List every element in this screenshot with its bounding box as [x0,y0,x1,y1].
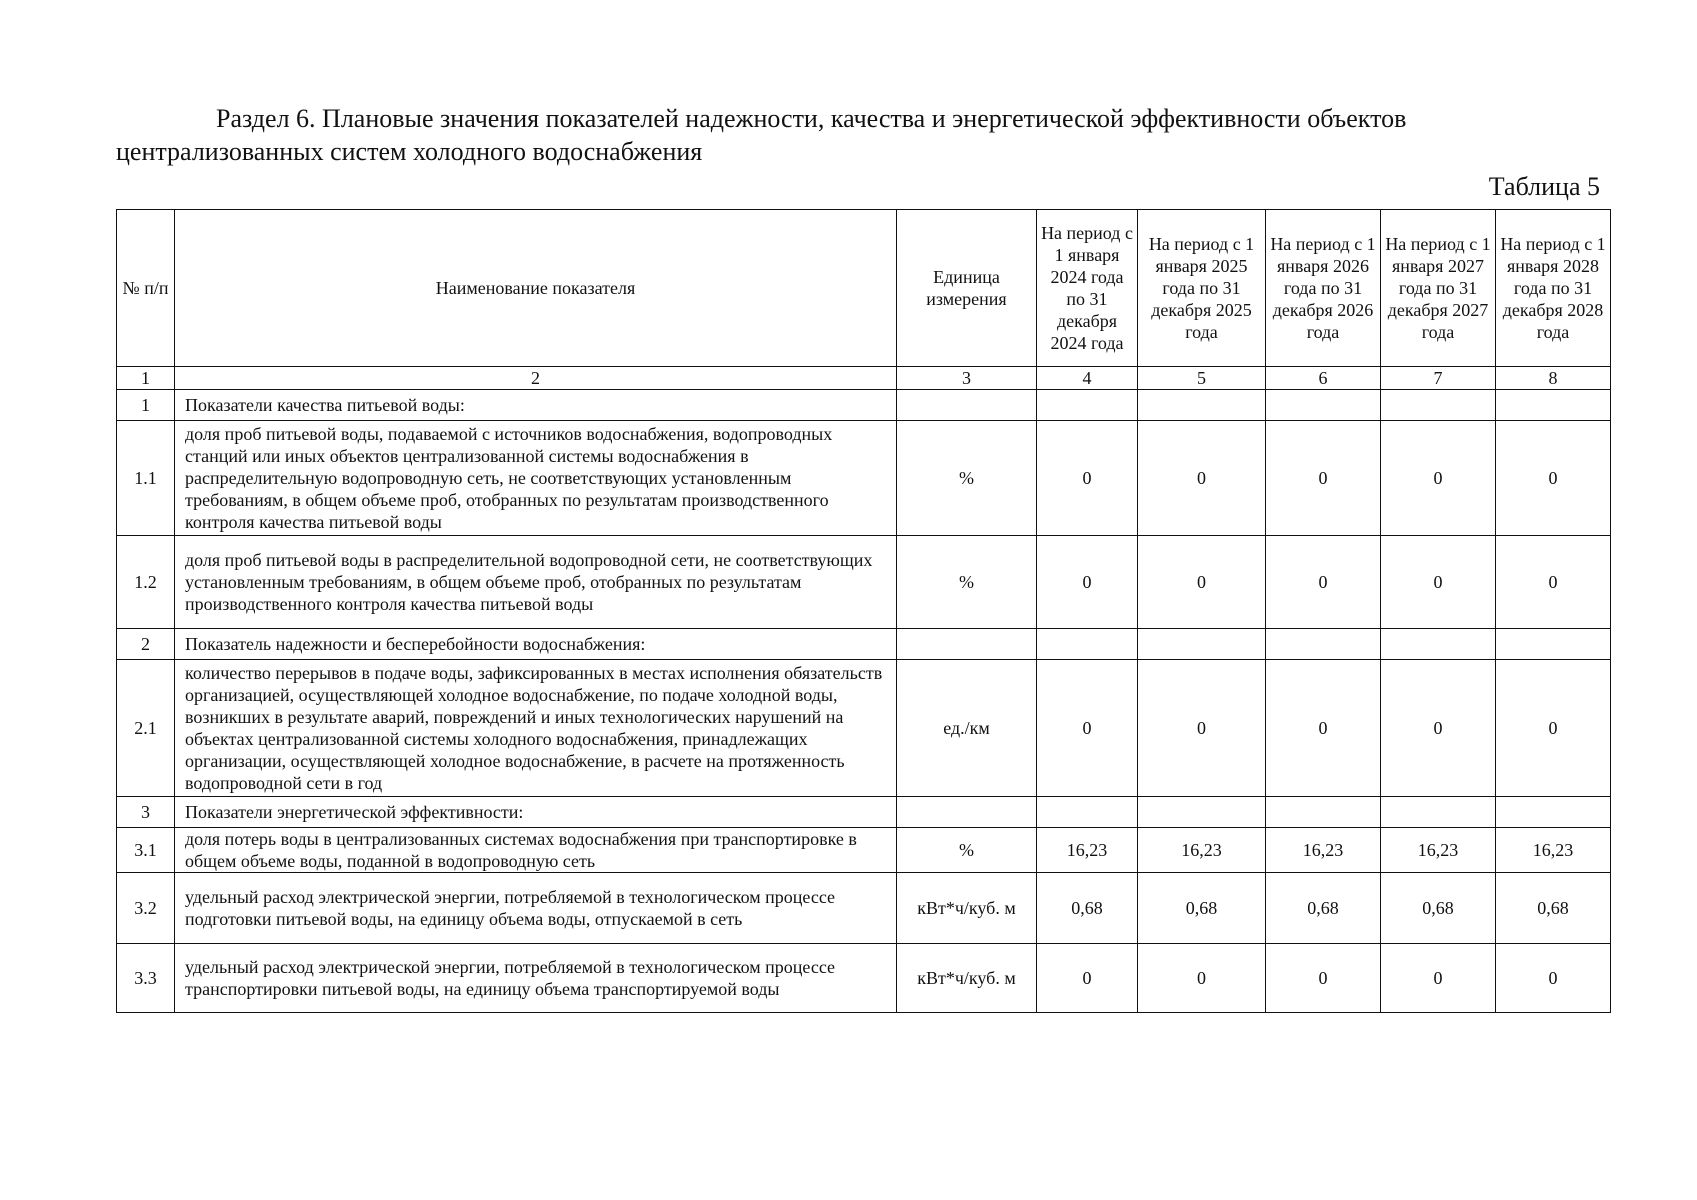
row-value: 16,23 [1037,828,1138,873]
header-row [117,210,1611,367]
row-name: Показатель надежности и бесперебойности водоснабжения: [175,629,897,660]
row-value: 0 [1037,421,1138,536]
header-period-2028: На период с 1 января 2028 года по 31 декабря 2028 года [1496,210,1611,367]
row-value [1037,797,1138,828]
row-value [1138,629,1266,660]
row-value: 0,68 [1138,873,1266,944]
table-caption: Таблица 5 [1488,172,1600,201]
row-unit: % [897,421,1037,536]
table-row [117,536,1611,629]
column-number: 5 [1138,367,1266,390]
row-value: 0 [1266,421,1381,536]
table-row [117,421,1611,536]
row-value: 0 [1266,536,1381,629]
row-unit: кВт*ч/куб. м [897,944,1037,1013]
row-unit: % [897,536,1037,629]
row-unit: % [897,828,1037,873]
row-num: 3.1 [117,828,175,873]
row-value [1138,797,1266,828]
row-value: 0 [1381,944,1496,1013]
row-name: удельный расход электрической энергии, потребляемой в технологическом процессе подготовки питьевой воды, на единицу объема воды, отпускаемой в сеть [175,873,897,944]
row-name: доля потерь воды в централизованных системах водоснабжения при транспортировке в общем объеме воды, поданной в водопроводную сеть [175,828,897,873]
column-number: 6 [1266,367,1381,390]
row-value: 0 [1138,944,1266,1013]
row-num: 2.1 [117,660,175,797]
row-value: 0,68 [1266,873,1381,944]
row-num: 1 [117,390,175,421]
row-value: 0,68 [1381,873,1496,944]
row-unit [897,629,1037,660]
row-value [1266,390,1381,421]
column-numbers-row [117,367,1611,390]
row-value [1381,629,1496,660]
row-value: 0 [1138,660,1266,797]
row-name: доля проб питьевой воды, подаваемой с источников водоснабжения, водопроводных станций или иных объектов централизованной системы водоснабжения в распределительную водопроводную сеть, не соответствующих установленным требованиям, в общем объеме проб, отобранных по результатам производственного контроля качества питьевой воды [175,421,897,536]
header-period-2024: На период с 1 января 2024 года по 31 декабря 2024 года [1037,210,1138,367]
row-num: 3 [117,797,175,828]
row-value [1496,390,1611,421]
header-period-2027: На период с 1 января 2027 года по 31 декабря 2027 года [1381,210,1496,367]
row-value: 0,68 [1496,873,1611,944]
column-number: 7 [1381,367,1496,390]
row-value: 0 [1496,536,1611,629]
row-value: 0 [1496,944,1611,1013]
row-name: Показатели энергетической эффективности: [175,797,897,828]
table-row [117,390,1611,421]
row-value [1381,390,1496,421]
row-value: 16,23 [1496,828,1611,873]
table-row [117,944,1611,1013]
row-value: 0 [1037,660,1138,797]
row-unit [897,390,1037,421]
row-value: 0 [1381,536,1496,629]
table-row [117,873,1611,944]
section-title: Раздел 6. Плановые значения показателей надежности, качества и энергетической эффективности объектов централизованных систем холодного водоснабжения [116,104,1407,166]
row-value: 0 [1496,421,1611,536]
row-value: 0 [1496,660,1611,797]
row-name: доля проб питьевой воды в распределительной водопроводной сети, не соответствующих установленным требованиям, в общем объеме проб, отобранных по результатам производственного контроля качества питьевой воды [175,536,897,629]
row-value: 0 [1266,944,1381,1013]
table-row [117,660,1611,797]
row-value: 16,23 [1138,828,1266,873]
row-unit [897,797,1037,828]
header-period-2026: На период с 1 января 2026 года по 31 декабря 2026 года [1266,210,1381,367]
row-value: 0 [1138,421,1266,536]
column-number: 8 [1496,367,1611,390]
column-number: 1 [117,367,175,390]
row-num: 3.3 [117,944,175,1013]
row-num: 2 [117,629,175,660]
table-row [117,629,1611,660]
row-name: количество перерывов в подаче воды, зафиксированных в местах исполнения обязательств организацией, осуществляющей холодное водоснабжение, по подаче холодной воды, возникших в результате аварий, повреждений и иных технологических нарушений на объектах централизованной системы холодного водоснабжения, принадлежащих организации, осуществляющей холодное водоснабжение, в расчете на протяженность водопроводной сети в год [175,660,897,797]
row-value: 0 [1037,944,1138,1013]
row-value: 0,68 [1037,873,1138,944]
row-value [1496,629,1611,660]
row-value [1037,629,1138,660]
indicators-table [116,209,1611,1013]
row-value [1138,390,1266,421]
row-name: Показатели качества питьевой воды: [175,390,897,421]
row-value: 0 [1381,421,1496,536]
row-num: 1.1 [117,421,175,536]
row-unit: ед./км [897,660,1037,797]
row-value: 0 [1381,660,1496,797]
header-num: № п/п [117,210,175,367]
row-value [1266,629,1381,660]
row-value [1266,797,1381,828]
row-value [1381,797,1496,828]
header-name: Наименование показателя [175,210,897,367]
header-unit: Единица измерения [897,210,1037,367]
row-num: 3.2 [117,873,175,944]
column-number: 4 [1037,367,1138,390]
column-number: 2 [175,367,897,390]
row-value: 16,23 [1266,828,1381,873]
column-number: 3 [897,367,1037,390]
row-value: 0 [1266,660,1381,797]
table-row [117,797,1611,828]
row-num: 1.2 [117,536,175,629]
row-unit: кВт*ч/куб. м [897,873,1037,944]
row-value: 16,23 [1381,828,1496,873]
row-value: 0 [1138,536,1266,629]
row-value: 0 [1037,536,1138,629]
table-row [117,828,1611,873]
header-period-2025: На период с 1 января 2025 года по 31 декабря 2025 года [1138,210,1266,367]
row-value [1037,390,1138,421]
row-value [1496,797,1611,828]
row-name: удельный расход электрической энергии, потребляемой в технологическом процессе транспортировки питьевой воды, на единицу объема транспортируемой воды [175,944,897,1013]
